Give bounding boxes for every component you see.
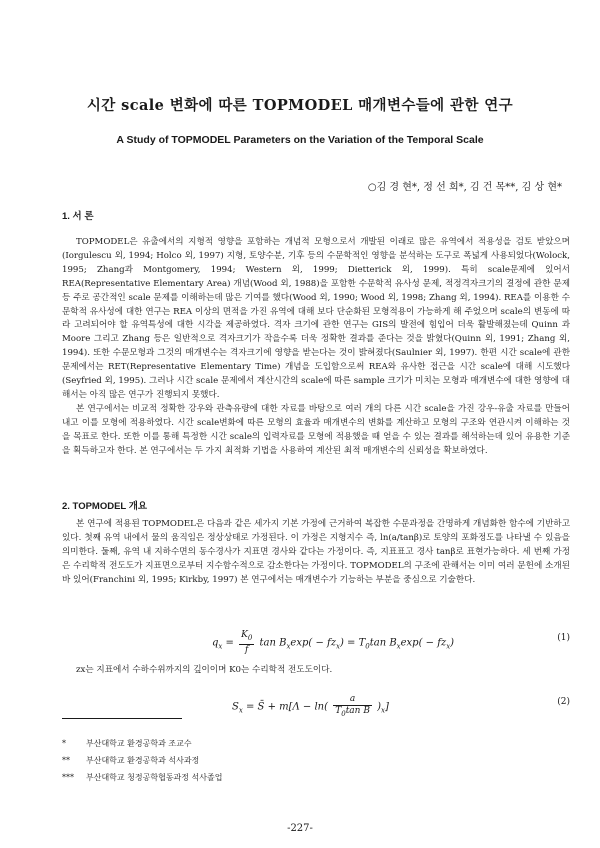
paper-title-english: A Study of TOPMODEL Parameters on the Variation of the Temporal Scale [116, 134, 484, 146]
intro-paragraph-2: 본 연구에서는 비교적 정확한 강우와 관측유량에 대한 자료를 바탕으로 여러 개의 다른 시간 scale을 가진 강우-유출 자료를 만들어 내고 이를 모형에 적용하였다. 시간 scale변화에 따른 모형의 효율과 매개변수의 변화를 계산하고 모형의 구조와 연관시켜 이해하는 것을 목표로 한다. 또한 이를 통해 특정한 시간 scale의 입력자료를 모형에 적용했을 때 얻을 수 있는 결과를 해석하는데 있어 유용한 기준을 획득하고자 한다. 본 연구에서는 두 가지 최적화 기법을 사용하여 계산된 최적 매개변수의 신뢰성을 확보하였다. [62, 404, 570, 456]
equation-2 [62, 690, 570, 716]
equation-2-expression: $S_x$ = S̄ + m[Λ − ln( $\frac{a}{T_0\tan B}$ )$_x$] [232, 694, 389, 718]
footnote-2-mark: ** [62, 756, 70, 765]
equation-1 [62, 626, 570, 655]
page-number: -227- [287, 823, 313, 834]
section-heading-topmodel: 2. TOPMODEL 개요 [62, 501, 148, 512]
equation-2-number: (2) [557, 697, 570, 707]
author-list: ○김 경 현*, 정 선 희*, 김 건 목**, 김 상 현* [367, 182, 562, 193]
footnote-1-mark: * [62, 739, 66, 748]
footnote-1-text: 부산대학교 환경공학과 조교수 [86, 739, 192, 748]
footnote-3-mark: *** [62, 773, 74, 782]
equation-1-number: (1) [557, 633, 570, 643]
footnote-3 [62, 772, 222, 783]
equation-1-description: zx는 지표에서 수하수위까지의 깊이이며 K0는 수리학적 전도도이다. [76, 665, 333, 675]
paper-title-korean: 시간 scale 변화에 따른 TOPMODEL 매개변수들에 관한 연구 [86, 97, 514, 114]
footnote-2-text: 부산대학교 환경공학과 석사과정 [86, 756, 200, 765]
footnote-divider [62, 718, 182, 719]
section-heading-introduction: 1. 서 론 [62, 211, 94, 222]
topmodel-paragraph: 본 연구에 적용된 TOPMODEL은 다음과 같은 세가지 기본 가정에 근거하여 복잡한 수문과정을 간명하게 개념화한 함수에 기반하고 있다. 첫째 유역 내에서 물의 움직임은 정상상태로 가정된다. 이 가정은 지형지수 즉, ln(a/tanβ)로 토양의 포화정도를 나타낼 수 있음을 의미한다. 둘째, 유역 내 지하수면의 동수경사가 지표면 경사와 같다는 가정이다. 즉, 지표표고 경사 tanβ로 표현가능하다. 세 번째 가정은 수리학적 전도도가 지표면으로부터 지수함수적으로 감소한다는 가정이다. TOPMODEL의 구조에 관해서는 이미 여러 문헌에 소개된 바 있어(Franchini 외, 1995; Kirkby, 1997) 본 연구에서는 매개변수가 기능하는 부분을 중심으로 기술한다. [62, 519, 570, 585]
footnote-1 [62, 738, 192, 749]
intro-paragraph-1: TOPMODEL은 유출에서의 지형적 영향을 포함하는 개념적 모형으로서 개발된 이래로 많은 유역에서 적용성을 검토 받았으며(Iorgulescu 외, 1994; Holco 외, 1997) 지형, 토양수분, 기후 등의 수문학적인 영향을 분석하는 도구로 폭넓게 사용되었다(Wolock, 1995; Zhang과 Montgomery, 1994; Western 외, 1999; Dietterick 외, 1999). 특히 scale문제에 있어서 REA(Representative Elementary Area) 개념(Wood 외, 1988)을 포함한 수문학적 유사성 문제, 적정격자크기의 결정에 관한 문제 등 주로 공간적인 scale 문제를 이해하는데 많은 기여를 했다(Wood 외, 1990; Wood 외, 1998; Zhang 외, 1994). REA를 이용한 수문학적 유사성에 대한 연구는 REA 이상의 면적을 가진 유역에 대해 보다 단순화된 모형적용이 가능하게 해 주었으며 scale의 변동에 따라 고려되어야 할 유역특성에 대한 시각을 제공하였다. 격자 크기에 관한 연구는 GIS의 발전에 힘입어 더욱 활발해졌는데 Quinn 과 Moore 그리고 Zhang 등은 일반적으로 격자크기가 작을수록 더욱 정확한 결과를 준다는 것을 밝혔다(Quinn 외, 1991; Zhang 외, 1994). 또한 수문모형과 그것의 매개변수는 격자크기에 영향을 받는다는 것이 밝혀졌다(Saulnier 외, 1997). 한편 시간 scale에 관한 문제에서는 RET(Representative Elementary Time) 개념을 도입함으로써 REA와 유사한 접근을 시간 scale에 대해 시도했다(Seyfried 외, 1995). 그러나 시간 scale 문제에서 계산시간의 scale에 따른 sample 크기가 미치는 모형과 매개변수에 대한 영향에 대해서는 아직 많은 연구가 진행되지 못했다. [62, 237, 570, 400]
footnote-2 [62, 755, 199, 766]
footnote-3-text: 부산대학교 청정공학협동과정 석사졸업 [86, 773, 223, 782]
equation-1-expression: $q_x$ = $\frac{K_0}{f}$ $\tan B_x\exp( - fz_x) = T_0\tan$ $B_x\exp( - fz_x)$ [212, 630, 455, 655]
